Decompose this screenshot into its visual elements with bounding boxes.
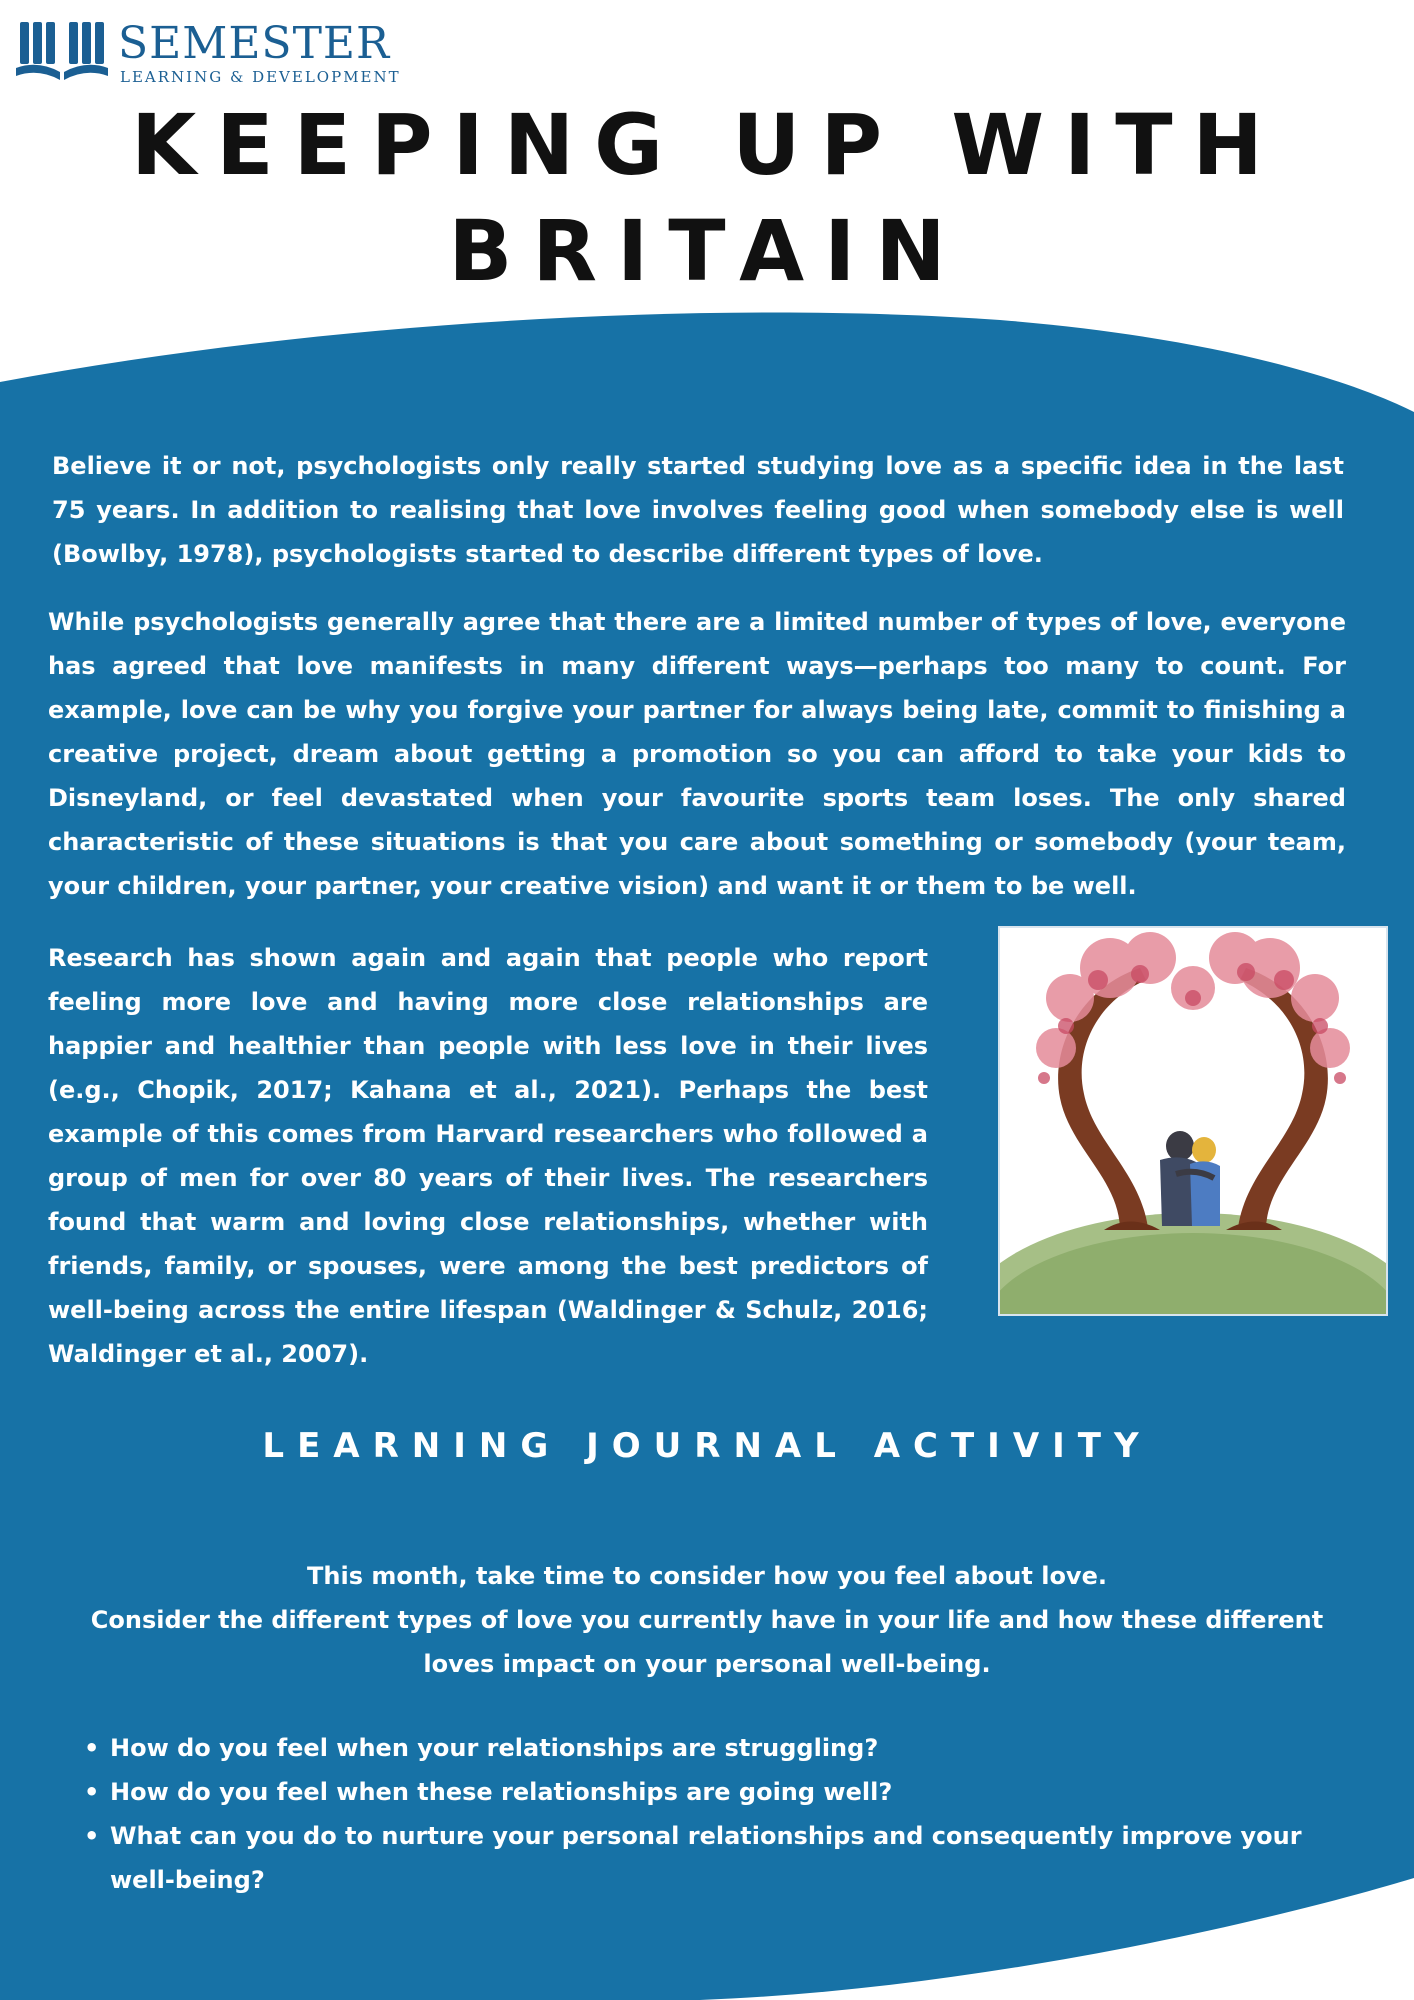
article-paragraph-3: Research has shown again and again that people who report feeling more love and having more close relationships are happier and healthier than people with less love in their lives (e.g., Chopik, 2017; Kahana et al., 2021). Perhaps the best example of this comes from Harvard researchers who followed a group of men for over 80 years of their lives. The researchers found that warm and loving close relationships, whether with friends, family, or spouses, were among the best predictors of well-being across the entire lifespan (Waldinger & Schulz, 2016; Waldinger et al., 2007). [48,944,928,1368]
brand-tagline: LEARNING & DEVELOPMENT [120,68,401,86]
list-item: • How do you feel when your relationships are struggling? [72,1726,1362,1770]
heart-shaped-trees-couple-illustration [998,926,1388,1316]
activity-intro [60,1554,1354,1686]
activity-intro-line-2: Consider the different types of love you currently have in your life and how these different loves impact on your personal well-being. [90,1606,1324,1678]
article-paragraph-1: Believe it or not, psychologists only really started studying love as a specific idea in the last 75 years. In addition to realising that love involves feeling good when somebody else is well (Bowlby, 1978), psychologists started to describe different types of love. [52,452,1344,568]
open-book-columns-icon [14,16,110,86]
activity-heading: LEARNING JOURNAL ACTIVITY [262,1426,1152,1466]
article-paragraph-2: While psychologists generally agree that there are a limited number of types of love, everyone has agreed that love manifests in many different ways—perhaps too many to count. For example, love can be why you forgive your partner for always being late, commit to finishing a creative project, dream about getting a promotion so you can afford to take your kids to Disneyland, or feel devastated when your favourite sports team loses. The only shared characteristic of these situations is that you care about something or somebody (your team, your children, your partner, your creative vision) and want it or them to be well. [48,608,1346,900]
list-item: • What can you do to nurture your personal relationships and consequently improve your well-being? [72,1814,1362,1902]
list-item: • How do you feel when these relationships are going well? [72,1770,1362,1814]
reflection-questions-list [72,1726,1362,1902]
title-line-1: KEEPING UP WITH [131,96,1283,194]
brand-logo [14,16,401,86]
page-title [40,92,1374,304]
activity-intro-line-1: This month, take time to consider how you feel about love. [307,1562,1107,1590]
brand-name: SEMESTER [118,18,391,69]
title-line-2: BRITAIN [448,202,966,300]
